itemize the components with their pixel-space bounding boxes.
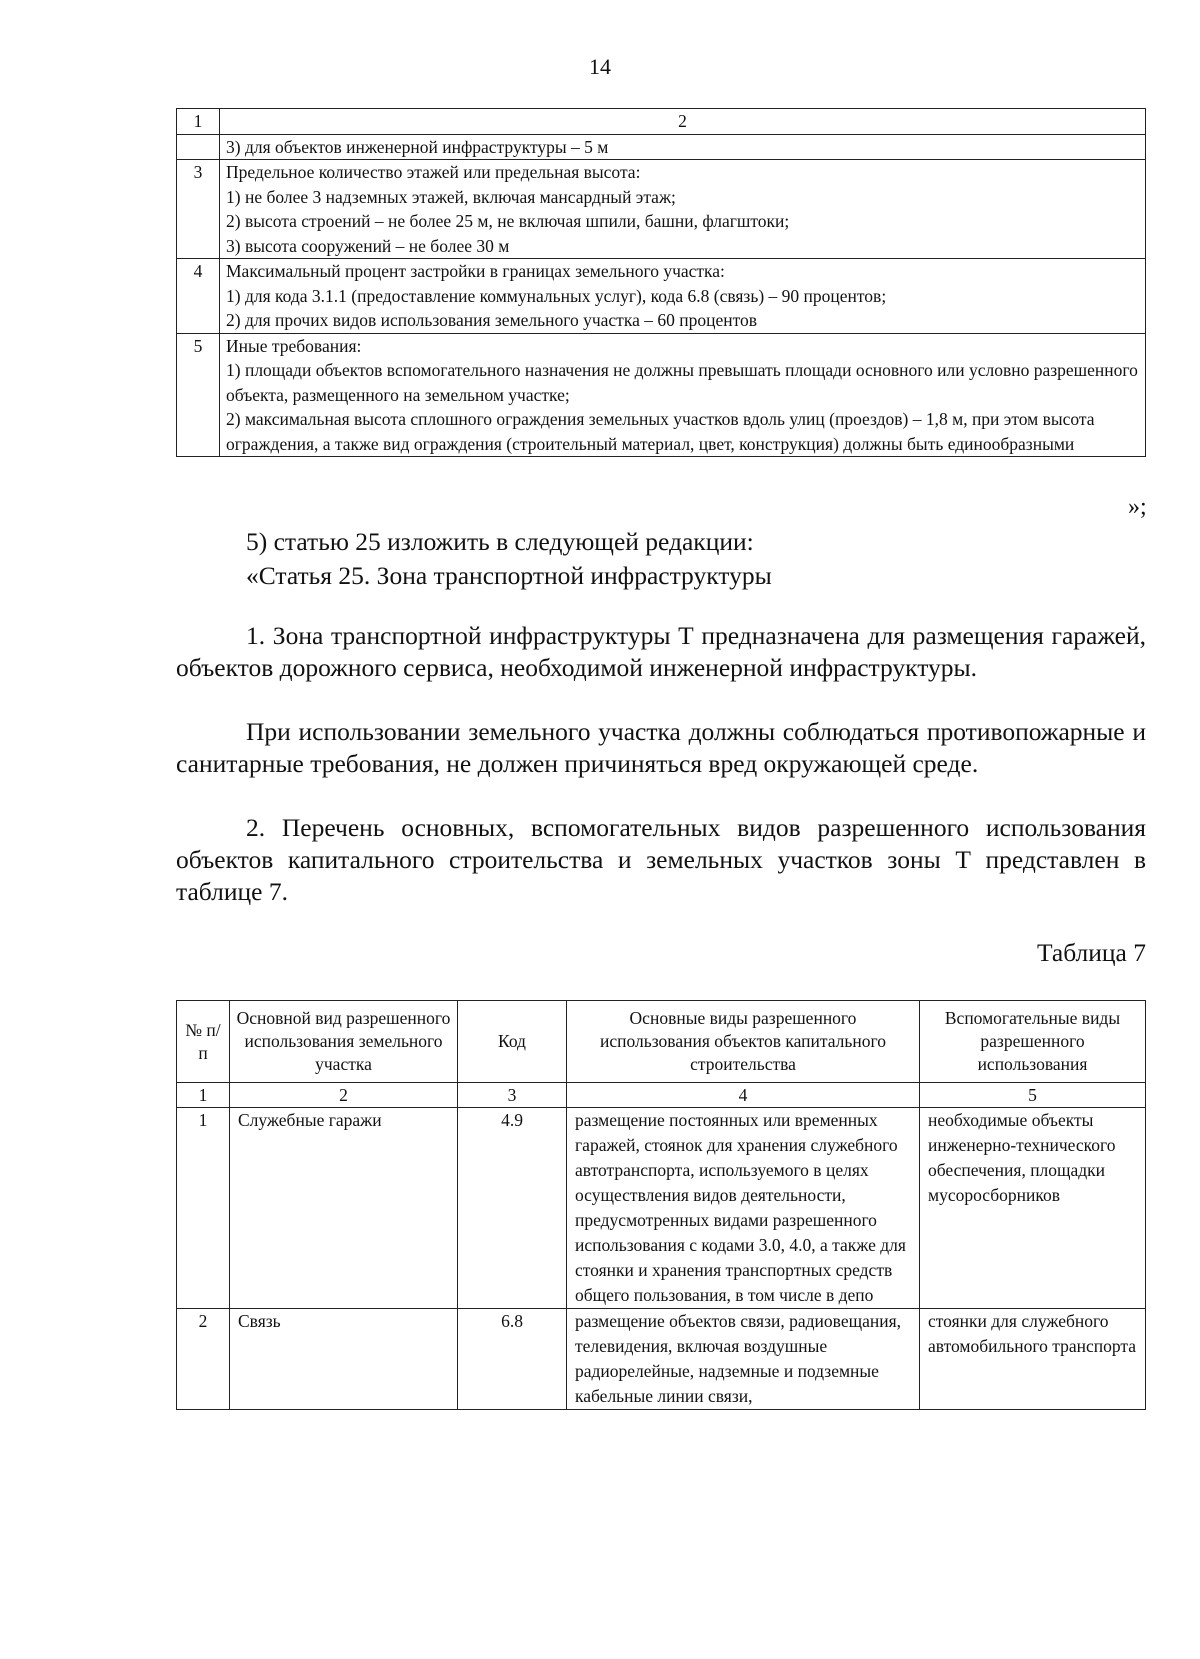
row-line: 2) для прочих видов использования земельного участка – 60 процентов xyxy=(226,310,758,330)
requirements-table xyxy=(176,108,1146,457)
row-content xyxy=(220,134,1146,160)
column-index: 5 xyxy=(920,1083,1146,1108)
column-index: 4 xyxy=(567,1083,920,1108)
page-number: 14 xyxy=(589,54,611,79)
table-row xyxy=(177,134,1146,160)
table-header-row xyxy=(177,109,1146,135)
row-number: 2 xyxy=(177,1309,230,1410)
row-content xyxy=(220,333,1146,457)
row-aux-uses: стоянки для служебного автомобильного транспорта xyxy=(920,1309,1146,1410)
table-row xyxy=(177,1309,1146,1410)
header-cell-main-uses: Основные виды разрешенного использования объектов капитального строительства xyxy=(567,1001,920,1083)
column-index: 2 xyxy=(230,1083,458,1108)
row-line: 3) для объектов инженерной инфраструктуры – 5 м xyxy=(226,136,609,157)
header-cell: 1 xyxy=(177,109,220,135)
header-cell: 2 xyxy=(220,109,1146,135)
row-line: 2) максимальная высота сплошного ограждения земельных участков вдоль улиц (проездов) – 1,8 м, при этом высота ограждения, а также вид ограждения (строительный материал, цвет, конструкция) должны быть единообразными xyxy=(226,409,1095,454)
zone-t-table xyxy=(176,1000,1146,1410)
row-line: 2) высота строений – не более 25 м, не включая шпили, башни, флагштоки; xyxy=(226,211,790,231)
row-line: Предельное количество этажей или предельная высота: xyxy=(226,162,641,182)
header-cell-number: № п/п xyxy=(177,1001,230,1083)
paragraph-zone-purpose: 1. Зона транспортной инфраструктуры Т предназначена для размещения гаражей, объектов дорожного сервиса, необходимой инженерной инфраструктуры. xyxy=(176,621,1146,682)
closing-quote: »; xyxy=(1128,494,1147,520)
column-index: 3 xyxy=(458,1083,567,1108)
row-line: Максимальный процент застройки в границах земельного участка: xyxy=(226,261,725,281)
header-cell-type: Основной вид разрешенного использования земельного участка xyxy=(230,1001,458,1083)
amendment-item: 5) статью 25 изложить в следующей редакции: xyxy=(246,527,754,556)
row-type: Связь xyxy=(230,1309,458,1410)
row-number: 4 xyxy=(177,259,220,334)
row-type: Служебные гаражи xyxy=(230,1108,458,1309)
row-content xyxy=(220,160,1146,259)
column-index: 1 xyxy=(177,1083,230,1108)
row-number xyxy=(177,134,220,160)
row-content xyxy=(220,259,1146,334)
table-row xyxy=(177,160,1146,259)
table-row xyxy=(177,333,1146,457)
row-line: 1) не более 3 надземных этажей, включая мансардный этаж; xyxy=(226,186,676,207)
row-main-uses: размещение объектов связи, радиовещания, телевидения, включая воздушные радиорелейные, надземные и подземные кабельные линии связи, xyxy=(567,1309,920,1410)
header-cell-code: Код xyxy=(458,1001,567,1083)
table-caption: Таблица 7 xyxy=(1036,938,1146,967)
table-row xyxy=(177,1108,1146,1309)
row-code: 6.8 xyxy=(458,1309,567,1410)
table-row xyxy=(177,259,1146,334)
row-number: 3 xyxy=(177,160,220,259)
column-index-row xyxy=(177,1083,1146,1108)
table-header-row xyxy=(177,1001,1146,1083)
row-line: 3) высота сооружений – не более 30 м xyxy=(226,235,510,256)
header-cell-aux-uses: Вспомогательные виды разрешенного использования xyxy=(920,1001,1146,1083)
paragraph-list-reference: 2. Перечень основных, вспомогательных видов разрешенного использования объектов капитального строительства и земельных участков зоны Т представлен в таблице 7. xyxy=(176,813,1146,906)
row-line: 1) для кода 3.1.1 (предоставление коммунальных услуг), кода 6.8 (связь) – 90 процентов; xyxy=(226,285,887,306)
article-title: «Статья 25. Зона транспортной инфраструктуры xyxy=(246,561,772,590)
row-number: 5 xyxy=(177,333,220,457)
paragraph-requirements: При использовании земельного участка должны соблюдаться противопожарные и санитарные требования, не должен причиняться вред окружающей среде. xyxy=(176,717,1146,778)
row-number: 1 xyxy=(177,1108,230,1309)
row-code: 4.9 xyxy=(458,1108,567,1309)
row-line: Иные требования: xyxy=(226,335,362,356)
row-main-uses: размещение постоянных или временных гаражей, стоянок для хранения служебного автотранспорта, используемого в целях осуществления видов деятельности, предусмотренных видами разрешенного использования с кодами 3.0, 4.0, а также для стоянки и хранения транспортных средств общего пользования, в том числе в депо xyxy=(567,1108,920,1309)
row-aux-uses: необходимые объекты инженерно-технического обеспечения, площадки мусоросборников xyxy=(920,1108,1146,1309)
row-line: 1) площади объектов вспомогательного назначения не должны превышать площади основного или условно разрешенного объекта, размещенного на земельном участке; xyxy=(226,360,1138,405)
